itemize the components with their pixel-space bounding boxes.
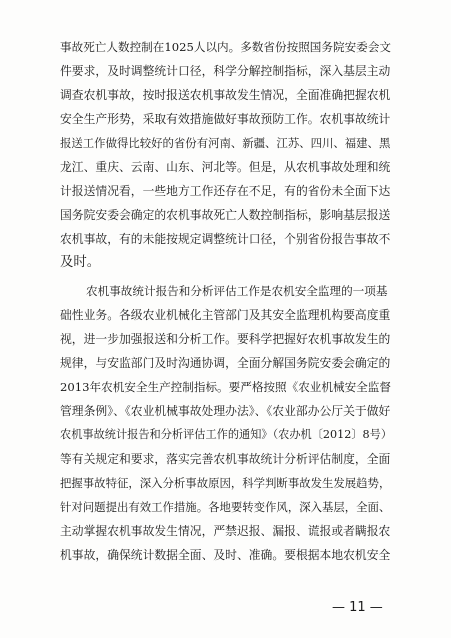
text-line: 及时。 xyxy=(60,255,101,270)
text-line: 件要求，及时调整统计口径，科学分解控制指标，深入基层主动 xyxy=(60,64,391,78)
text-line: 调查农机事故，按时报送农机事故发生情况，全面准确把握农机 xyxy=(60,88,391,102)
text-line: 规律，与安监部门及时沟通协调，全面分解国务院安委会确定的 xyxy=(60,356,391,370)
text-line: 主动掌握农机事故发生情况，严禁迟报、漏报、谎报或者瞒报农 xyxy=(60,524,391,538)
text-line: 针对问题提出有效工作措施。各地要转变作风，深入基层，全面、 xyxy=(60,500,391,514)
text-line: 报送工作做得比较好的省份有河南、新疆、江苏、四川、福建、黑 xyxy=(60,136,391,150)
text-line: 础性业务。各级农业机械化主管部门及其安全监理机构要高度重 xyxy=(60,308,391,322)
text-line: 农机事故统计报告和分析评估工作的通知》（农办机〔2012〕8号） xyxy=(60,428,392,441)
text-line: 计报送情况看，一些地方工作还存在不足，有的省份未全面下达 xyxy=(60,184,391,198)
text-line: 等有关规定和要求，落实完善农机事故统计分析评估制度，全面 xyxy=(60,452,391,466)
text-line: 2013年农机安全生产控制指标。要严格按照《农业机械安全监督 xyxy=(60,380,391,394)
text-line: 安全生产形势，采取有效措施做好事故预防工作。农机事故统计 xyxy=(60,112,391,126)
text-line: 农机事故统计报告和分析评估工作是农机安全监理的一项基 xyxy=(86,284,388,298)
text-line: 事故死亡人数控制在1025人以内。多数省份按照国务院安委会文 xyxy=(60,40,391,54)
page-number: — 11 — xyxy=(332,600,383,615)
text-line: 龙江、重庆、云南、山东、河北等。但是，从农机事故处理和统 xyxy=(60,160,391,174)
text-line: 机事故，确保统计数据全面、及时、准确。要根据本地农机安全 xyxy=(60,548,391,562)
text-line: 视，进一步加强报送和分析工作。要科学把握好农机事故发生的 xyxy=(60,332,391,346)
text-line: 把握事故特征，深入分析事故原因，科学判断事故发生发展趋势， xyxy=(60,476,391,490)
text-line: 管理条例》、《农业机械事故处理办法》、《农业部办公厅关于做好 xyxy=(60,404,391,418)
text-line: 农机事故，有的未能按规定调整统计口径，个别省份报告事故不 xyxy=(60,232,391,246)
text-line: 国务院安委会确定的农机事故死亡人数控制指标，影响基层报送 xyxy=(60,208,391,222)
